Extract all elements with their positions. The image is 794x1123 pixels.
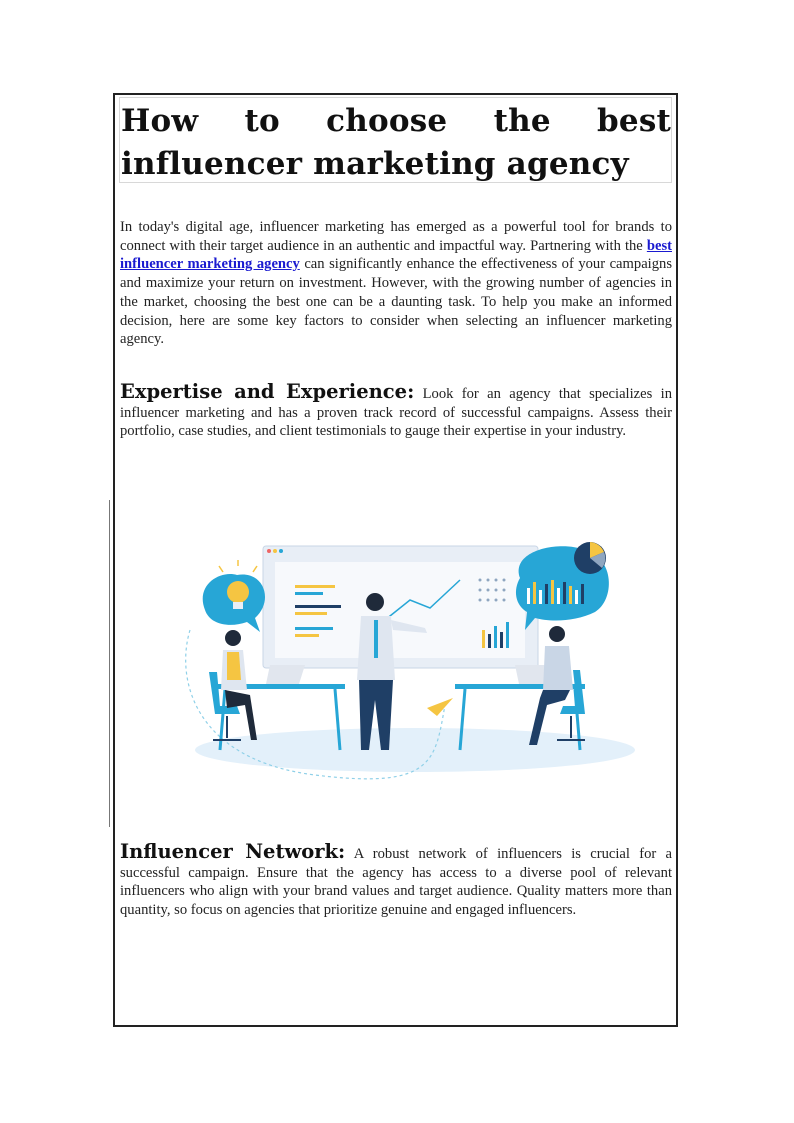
margin-rule bbox=[109, 500, 110, 827]
paper-plane-icon bbox=[427, 698, 453, 716]
section-body-network: A robust network of influencers is crucial for a successful campaign. Ensure that the agency has access to a diverse pool of relevant influencers who align with your brand values and target audience. Quality matters more than quantity, so focus on agencies that prioritize genuine and engaged influencers. bbox=[120, 846, 672, 919]
page-title: How to choose the best influencer marketing agency bbox=[121, 103, 671, 182]
intro-paragraph bbox=[120, 218, 672, 349]
window-dot-blue bbox=[279, 549, 283, 553]
lightbulb-rays bbox=[219, 560, 257, 572]
section-network bbox=[120, 840, 672, 920]
lightbulb-base bbox=[233, 602, 243, 609]
agency-link[interactable]: best influencer marketing agency bbox=[120, 237, 672, 273]
window-dot-red bbox=[267, 549, 271, 553]
board-panel bbox=[275, 562, 525, 658]
title-box bbox=[119, 97, 672, 183]
lightbulb-icon bbox=[227, 581, 249, 603]
team-meeting-illustration bbox=[175, 530, 635, 780]
section-heading-expertise: Expertise and Experience: bbox=[120, 380, 415, 403]
section-expertise bbox=[120, 380, 672, 441]
section-heading-network: Influencer Network: bbox=[120, 840, 346, 863]
window-dot-yellow bbox=[273, 549, 277, 553]
intro-text-before: In today's digital age, influencer marketing has emerged as a powerful tool for brands to connect with their target audience in an authentic and impactful way. Partnering with the bbox=[120, 219, 672, 254]
intro-text-after: can significantly enhance the effectiveness of your campaigns and maximize your return on investment. However, with the growing number of agencies in the market, choosing the best one can be a daunting task. To help you make an informed decision, here are some key factors to consider when selecting an influencer marketing agency. bbox=[120, 256, 672, 348]
floor-shadow bbox=[195, 728, 635, 772]
section-body-expertise: Look for an agency that specializes in influencer marketing and has a proven track record of successful campaigns. Assess their portfolio, case studies, and client testimonials to gauge their expertise in your industry. bbox=[120, 386, 672, 440]
